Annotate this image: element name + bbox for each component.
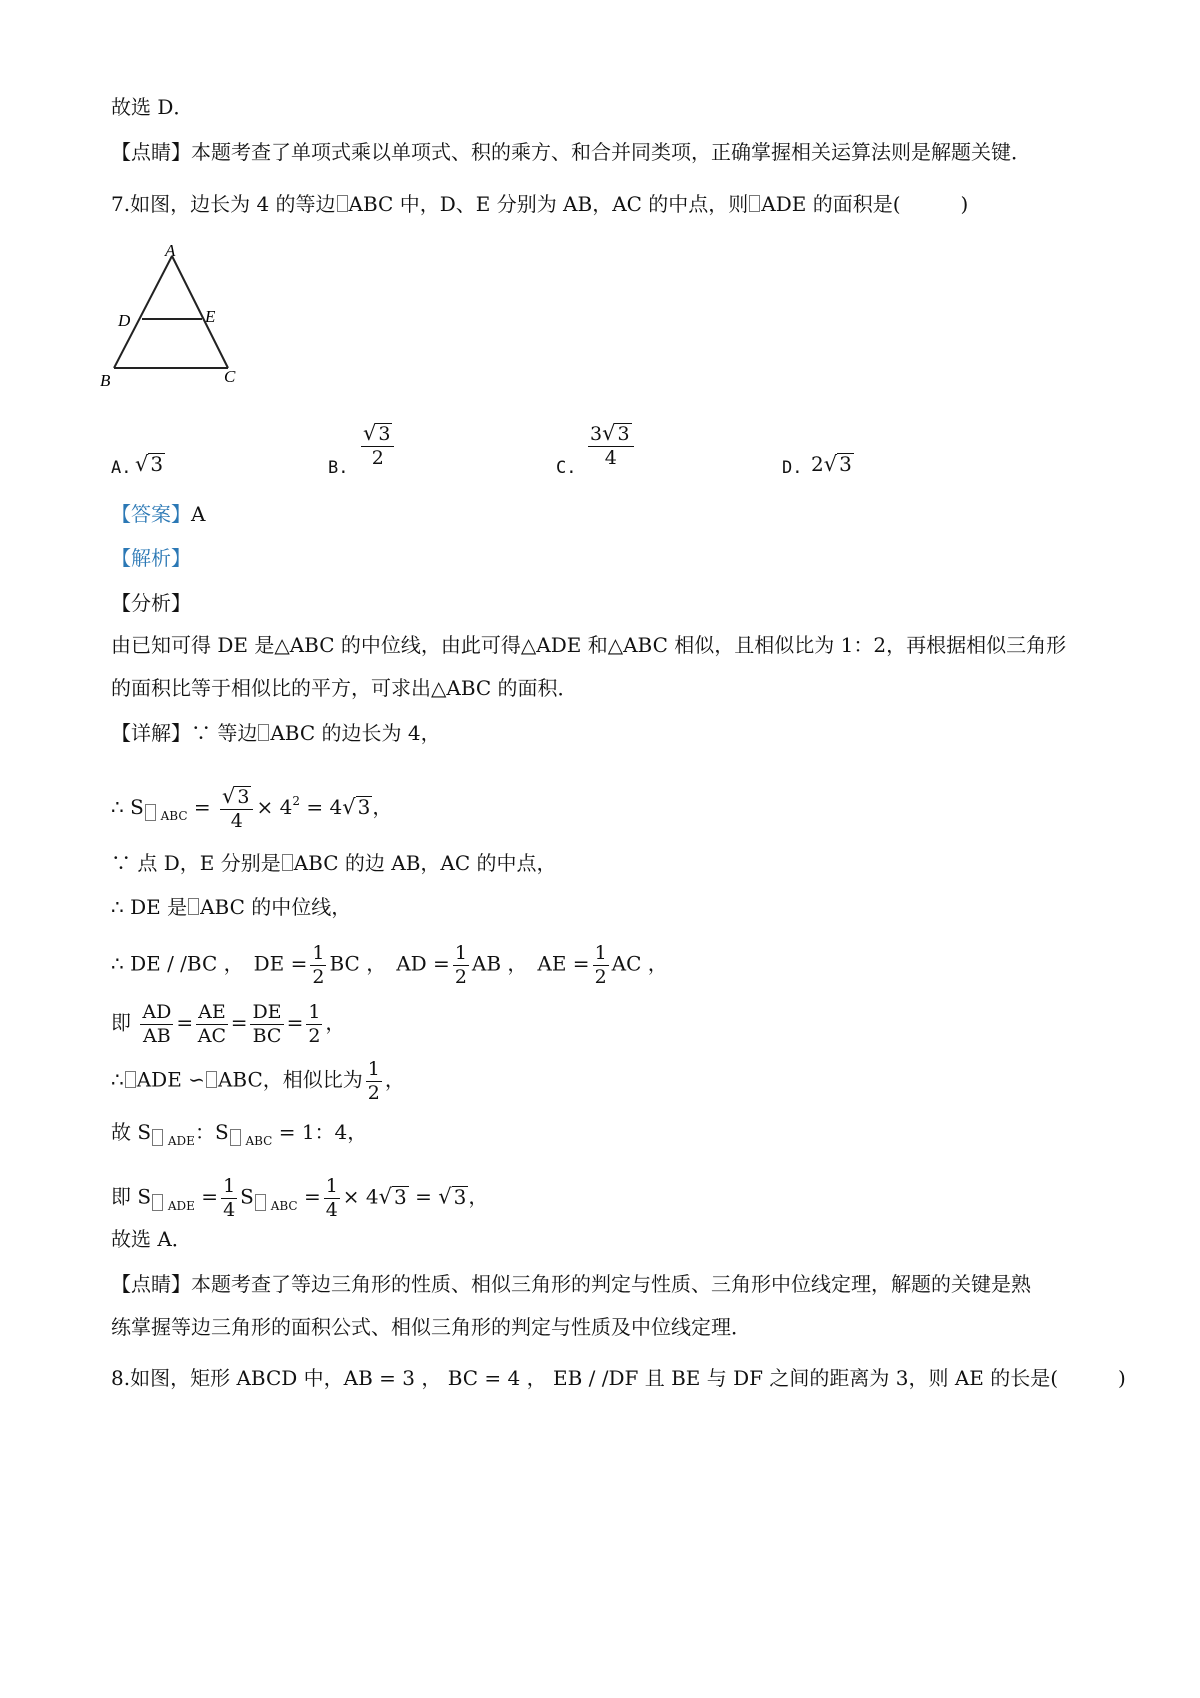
text-part: =: [230, 1010, 248, 1035]
numerator: AE: [198, 1001, 226, 1023]
text-part: ABC 的边 AB，AC 的中点，: [293, 851, 557, 875]
text-part: 【详解】∵ 等边: [111, 721, 258, 745]
text-part: ∵ 点 D，E 分别是: [111, 851, 281, 875]
coefficient: 2: [811, 452, 824, 476]
denominator: 4: [223, 1199, 236, 1221]
radicand: 3: [357, 795, 371, 819]
text-line: 【点睛】本题考查了等边三角形的性质、相似三角形的判定与性质、三角形中位线定理，解题的关键是熟: [111, 1272, 1031, 1296]
denominator: 2: [454, 966, 467, 988]
text-part: 4: [279, 795, 293, 819]
text-part: =: [415, 1184, 432, 1209]
radicand: 3: [237, 786, 250, 808]
numerator: 1: [454, 942, 467, 964]
text-part: = 1：4，: [278, 1120, 368, 1144]
text-part: ，: [384, 1067, 405, 1092]
missing-glyph-box: [188, 898, 199, 915]
option-d-label: D.: [782, 458, 803, 478]
missing-glyph-box: [282, 854, 293, 871]
missing-glyph-box: [258, 724, 269, 741]
text-part: BC ，: [329, 951, 377, 976]
equation-line: [111, 1118, 367, 1155]
text-part: DE =: [253, 951, 308, 976]
equation-line: [111, 1001, 345, 1047]
equation-line: ∴ S $_{ABC}$ = $\frac{√ 3}{4}$ × $4^2 = 4√$ 3 ，: [111, 784, 393, 832]
text-part: =: [193, 795, 211, 819]
text-line: 故选 A．: [111, 1227, 192, 1251]
numerator: AD: [142, 1001, 172, 1023]
subscript: ADE: [167, 1134, 195, 1148]
text-part: × 4: [342, 1184, 379, 1209]
text-part: =: [176, 1010, 194, 1035]
denominator: AC: [197, 1025, 227, 1047]
coefficient: 3: [590, 423, 603, 445]
radicand: 3: [453, 1184, 467, 1209]
answer-line: [111, 500, 205, 528]
text-line: 故选 D．: [111, 95, 194, 119]
missing-glyph-box: [749, 195, 760, 212]
missing-glyph-box: [125, 1071, 136, 1088]
text-line: 【点睛】本题考查了单项式乘以单项式、积的乘方、和合并同类项，正确掌握相关运算法则是解题关键．: [111, 140, 1031, 164]
numerator: 1: [325, 1175, 338, 1197]
question-7: [111, 190, 968, 218]
equation-line: 即 S $_{ADE}$ = $\frac{1}{4}$ S $_{ABC}$ = $\frac{1}{4}$ × 4√ 3 = √ 3 ，: [111, 1175, 489, 1221]
vertex-label-e: E: [205, 307, 216, 326]
subscript: ABC: [270, 1198, 298, 1213]
text-part: ADE ∽: [136, 1067, 205, 1092]
text-part: ：: [194, 1120, 215, 1144]
radicand: 3: [617, 423, 630, 445]
q7-part: ABC 中，D、E 分别为 AB，AC 的中点，则: [348, 192, 749, 216]
numerator: 1: [223, 1175, 236, 1197]
text-part: AD =: [396, 951, 450, 976]
denominator: 2: [367, 1082, 380, 1104]
q7-part: 7.如图，边长为 4 的等边: [111, 192, 336, 216]
numerator: 1: [367, 1058, 380, 1080]
missing-glyph-box: [230, 1129, 241, 1146]
option-b-label: B.: [328, 458, 349, 478]
vertex-label-d: D: [118, 311, 131, 330]
text-part: ∴: [111, 1067, 124, 1092]
answer-tag: 【答案】: [111, 502, 191, 526]
vertex-label-a: A: [165, 241, 176, 260]
denominator: BC: [252, 1025, 282, 1047]
radicand: 3: [394, 1184, 407, 1209]
numerator: DE: [252, 1001, 282, 1023]
text-part: ABC，相似比为: [217, 1067, 363, 1092]
missing-glyph-box: [152, 1194, 163, 1211]
text-part: 即 S: [111, 1184, 152, 1209]
numerator: 1: [312, 942, 325, 964]
denominator: 2: [312, 966, 325, 988]
text-line: [111, 893, 351, 921]
vertex-label-c: C: [224, 367, 236, 386]
text-part: ∴ DE 是: [111, 895, 188, 919]
denominator: 2: [308, 1025, 321, 1047]
text-part: =: [201, 1184, 219, 1209]
denominator: 4: [230, 810, 243, 832]
option-b-value: $\frac{√ 3}{2}$: [358, 422, 397, 469]
fenxi-tag: 【分析】: [111, 591, 191, 615]
missing-glyph-box: [337, 195, 348, 212]
text-part: ，: [325, 1010, 346, 1035]
option-a-value: √ 3: [135, 452, 164, 476]
vertex-label-b: B: [100, 371, 111, 390]
radicand: 3: [839, 452, 852, 476]
option-c-value: $\frac{3√ 3}{4}$: [585, 422, 637, 469]
equation-line: [111, 942, 668, 988]
numerator: 1: [594, 942, 607, 964]
text-line: 的面积比等于相似比的平方，可求出△ABC 的面积．: [111, 676, 578, 700]
denominator: 4: [604, 447, 617, 469]
numerator: 1: [308, 1001, 321, 1023]
text-part: ，: [372, 795, 393, 819]
denominator: 2: [371, 447, 384, 469]
text-line: 练掌握等边三角形的面积公式、相似三角形的判定与性质及中位线定理．: [111, 1315, 751, 1339]
option-c-label: C.: [556, 458, 577, 478]
missing-glyph-box: [206, 1071, 217, 1088]
denominator: 2: [594, 966, 607, 988]
text-line: 由已知可得 DE 是△ABC 的中位线，由此可得△ADE 和△ABC 相似，且相似比为 1：2，再根据相似三角形: [111, 633, 1067, 657]
text-part: ABC 的中位线，: [200, 895, 352, 919]
option-a-label: A.: [111, 458, 132, 478]
missing-glyph-box: [152, 1129, 163, 1146]
text-part: 即: [111, 1010, 131, 1035]
text-part: ∴ S: [111, 795, 144, 819]
text-part: S: [240, 1184, 254, 1209]
equation-line: [111, 1058, 405, 1104]
triangle-figure: [96, 240, 246, 390]
subscript: ADE: [167, 1198, 195, 1213]
text-part: =: [286, 1010, 304, 1035]
denominator: 4: [325, 1199, 338, 1221]
text-part: =: [303, 1184, 321, 1209]
q7-part: ADE 的面积是( ): [761, 192, 969, 216]
text-part: ×: [256, 795, 274, 819]
superscript: 2: [292, 794, 300, 808]
text-line: [111, 849, 557, 877]
missing-glyph-box: [255, 1194, 266, 1211]
missing-glyph-box: [145, 804, 156, 821]
text-part: ABC 的边长为 4，: [270, 721, 441, 745]
text-part: ，: [468, 1184, 489, 1209]
text-part: AE =: [537, 951, 590, 976]
subscript: ABC: [245, 1134, 273, 1148]
text-part: 故 S: [111, 1120, 152, 1144]
answer-value: A: [191, 502, 206, 526]
text-part: ∴ DE / /BC ，: [111, 951, 234, 976]
jiexi-tag: 【解析】: [111, 546, 191, 570]
radicand: 3: [378, 423, 391, 445]
text-part: = 4: [306, 795, 343, 819]
text-part: AC ，: [611, 951, 668, 976]
subscript: ABC: [160, 809, 188, 823]
question-8: 8.如图，矩形 ABCD 中，AB = 3 ， BC = 4 ， EB / /DF 且 BE 与 DF 之间的距离为 3，则 AE 的长是( ): [111, 1366, 1126, 1390]
text-part: S: [214, 1120, 229, 1144]
option-d-value: 2√ 3: [811, 452, 852, 476]
text-part: AB ，: [471, 951, 518, 976]
radicand: 3: [150, 452, 164, 476]
text-line: [111, 719, 441, 747]
denominator: AB: [143, 1025, 171, 1047]
